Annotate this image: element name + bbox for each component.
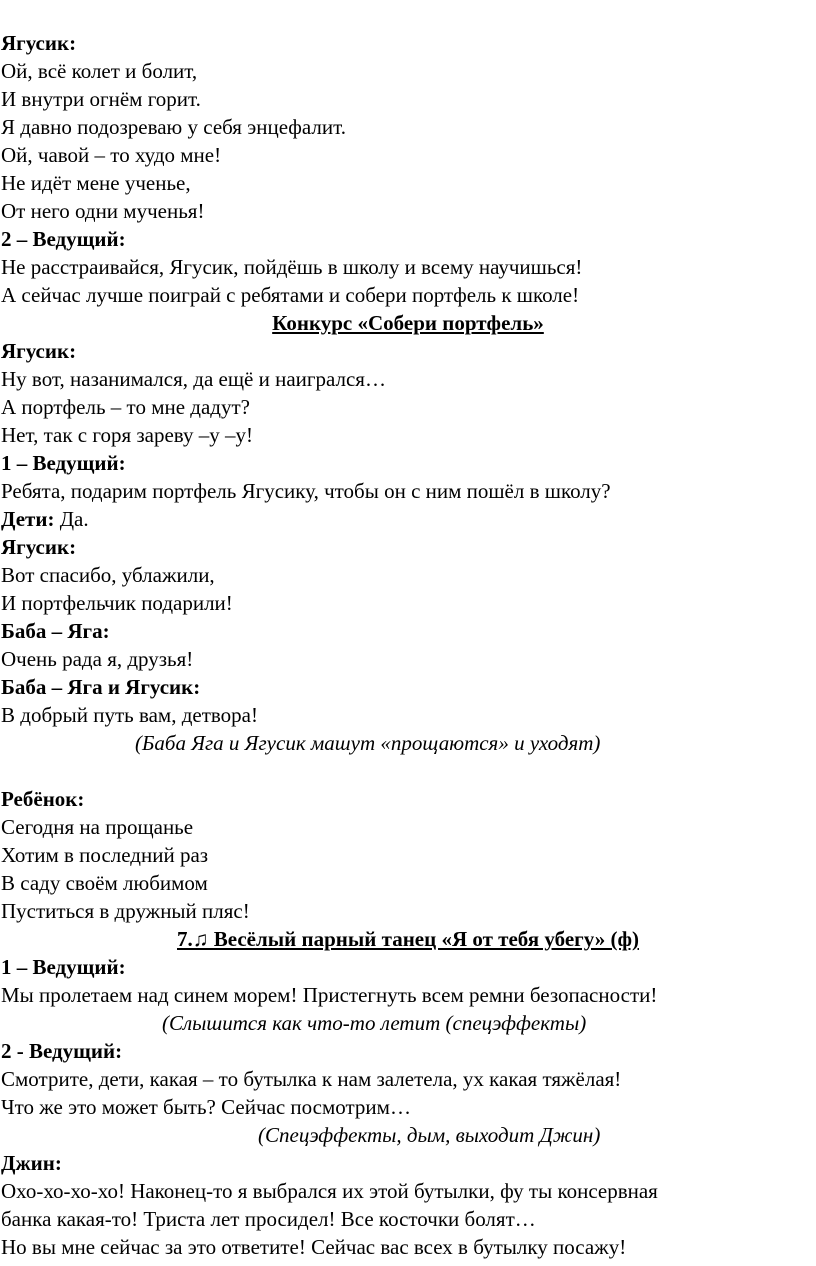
dialogue-line: И внутри огнём горит. [1,87,201,111]
dialogue-line: Очень рада я, друзья! [1,647,194,671]
stage-direction: (Слышится как что-то летит (спецэффекты) [162,1011,587,1035]
dialogue-line: Нет, так с горя зареву –у –у! [1,423,253,447]
speaker-name: Баба – Яга и Ягусик: [1,675,201,699]
dialogue-line: В добрый путь вам, детвора! [1,703,258,727]
section-heading: 7.♫ Весёлый парный танец «Я от тебя убегу» (ф) [177,927,639,951]
dialogue-line: Мы пролетаем над синем морем! Пристегнуть всем ремни безопасности! [1,983,658,1007]
dialogue-line: Смотрите, дети, какая – то бутылка к нам залетела, ух какая тяжёлая! [1,1067,622,1091]
dialogue-line: Сегодня на прощанье [1,815,194,839]
dialogue-line: От него одни мученья! [1,199,205,223]
speaker-name: 1 – Ведущий: [1,451,126,475]
speaker-name: 2 – Ведущий: [1,227,126,251]
dialogue-line: Не расстраивайся, Ягусик, пойдёшь в школу и всему научишься! [1,255,583,279]
dialogue-line: Ой, чавой – то худо мне! [1,143,222,167]
stage-direction: (Баба Яга и Ягусик машут «прощаются» и уходят) [135,731,601,755]
stage-direction: (Спецэффекты, дым, выходит Джин) [258,1123,601,1147]
speaker-name: Ягусик: [1,31,77,55]
dialogue-line: Охо-хо-хо-хо! Наконец-то я выбрался их этой бутылки, фу ты консервная [1,1179,658,1203]
speaker-name: Ягусик: [1,339,77,363]
dialogue-line: Хотим в последний раз [1,843,209,867]
dialogue-text: Да. [54,507,89,531]
dialogue-line: Пуститься в дружный пляс! [1,899,250,923]
dialogue-line: Я давно подозреваю у себя энцефалит. [1,115,346,139]
dialogue-line [0,505,816,533]
section-heading: Конкурс «Собери портфель» [272,311,544,335]
dialogue-line: А портфель – то мне дадут? [1,395,250,419]
speaker-name: 2 - Ведущий: [1,1039,123,1063]
dialogue-line: А сейчас лучше поиграй с ребятами и собери портфель к школе! [1,283,580,307]
dialogue-line: В саду своём любимом [1,871,208,895]
speaker-name: Дети: [1,507,55,531]
speaker-name: Ягусик: [1,535,77,559]
dialogue-line: Что же это может быть? Сейчас посмотрим… [1,1095,411,1119]
speaker-name: Ребёнок: [1,787,85,811]
dialogue-line: Ну вот, назанимался, да ещё и наигрался… [1,367,386,391]
dialogue-line: Ребята, подарим портфель Ягусику, чтобы он с ним пошёл в школу? [1,479,611,503]
dialogue-line: И портфельчик подарили! [1,591,233,615]
dialogue-line: Не идёт мене ученье, [1,171,191,195]
dialogue-line: банка какая-то! Триста лет просидел! Все косточки болят… [1,1207,536,1231]
dialogue-line: Ой, всё колет и болит, [1,59,198,83]
dialogue-line: Вот спасибо, ублажили, [1,563,215,587]
dialogue-line: Но вы мне сейчас за это ответите! Сейчас вас всех в бутылку посажу! [1,1235,627,1259]
blank-line [0,757,816,785]
speaker-name: Баба – Яга: [1,619,110,643]
speaker-name: 1 – Ведущий: [1,955,126,979]
speaker-name: Джин: [1,1151,62,1175]
